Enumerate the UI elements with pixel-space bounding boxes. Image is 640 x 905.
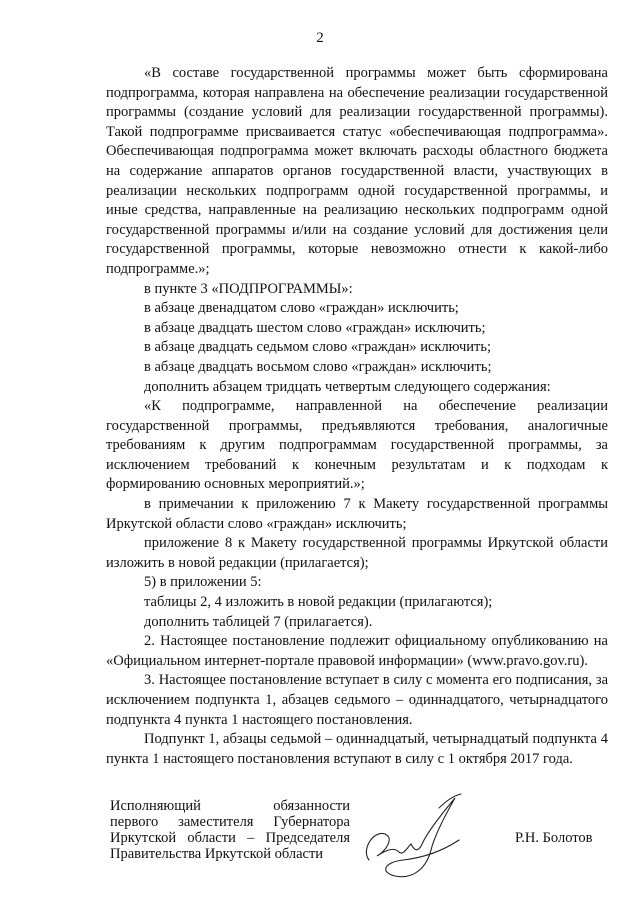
paragraph-abzac-27: в абзаце двадцать седьмом слово «граждан» исключить;	[144, 339, 491, 356]
paragraph-item-3-heading: в пункте 3 «ПОДПРОГРАММЫ»:	[144, 280, 353, 297]
paragraph-appendix-8: приложение 8 к Макету государственной программы Иркутской области изложить в новой редакции (прилагается);	[106, 535, 608, 571]
paragraph-table-7: дополнить таблицей 7 (прилагается).	[144, 613, 373, 630]
paragraph-abzac-12: в абзаце двенадцатом слово «граждан» исключить;	[144, 300, 459, 317]
signatory-line-4: Правительства Иркутской области	[110, 846, 324, 862]
paragraph-abzac-26: в абзаце двадцать шестом слово «граждан» исключить;	[144, 319, 486, 336]
document-body	[106, 64, 608, 769]
signatory-line-2: первого заместителя Губернатора	[110, 814, 350, 830]
paragraph-publication: 2. Настоящее постановление подлежит официальному опубликованию на «Официальном интернет-портале правовой информации» (www.pravo.gov.ru).	[106, 633, 608, 669]
paragraph-quoted-definition: «В составе государственной программы может быть сформирована подпрограмма, которая направлена на обеспечение реализации государственной программы (создание условий для реализации государственной программы). Такой подпрограмме присваивается статус «обеспечивающая подпрограмма». Обеспечивающая подпрограмма может включать расходы областного бюджета на содержание аппаратов органов государственной власти, участвующих в реализации нескольких подпрограмм одной государственной программы, и иные средства, направленные на реализацию нескольких подпрограмм одной государственной программы и/или на создание условий для достижения цели государственной программы, которые невозможно отнести к какой-либо подпрограмме.»;	[106, 65, 608, 277]
signatory-name: Р.Н. Болотов	[515, 830, 593, 846]
paragraph-add-abzac-34: дополнить абзацем тридцать четвертым следующего содержания:	[144, 378, 551, 395]
paragraph-tables-2-4: таблицы 2, 4 изложить в новой редакции (прилагаются);	[144, 594, 493, 611]
paragraph-abzac-28: в абзаце двадцать восьмом слово «граждан» исключить;	[144, 358, 492, 375]
handwritten-signature	[355, 790, 475, 885]
signatory-line-1: Исполняющий обязанности	[110, 798, 350, 814]
page-number: 2	[316, 30, 324, 46]
signatory-position	[110, 798, 350, 862]
paragraph-effective-date: Подпункт 1, абзацы седьмой – одиннадцатый, четырнадцатый подпункта 4 пункта 1 настоящего постановления вступают в силу с 1 октября 2017 года.	[106, 731, 608, 767]
paragraph-appendix-5: 5) в приложении 5:	[144, 574, 262, 591]
paragraph-quoted-requirements: «К подпрограмме, направленной на обеспечение реализации государственной программы, предъявляются требования, аналогичные требованиям к другим подпрограммам государственной программы, за исключением требований к конечным результатам и к подходам к формированию основных мероприятий.»;	[106, 398, 608, 493]
paragraph-entry-into-force: 3. Настоящее постановление вступает в силу с момента его подписания, за исключением подпункта 1, абзацев седьмого – одиннадцатого, четырнадцатого подпункта 4 пункта 1 настоящего постановления.	[106, 672, 608, 728]
paragraph-note-appendix-7: в примечании к приложению 7 к Макету государственной программы Иркутской области слово «граждан» исключить;	[106, 496, 608, 532]
signatory-line-3: Иркутской области – Председателя	[110, 830, 350, 846]
